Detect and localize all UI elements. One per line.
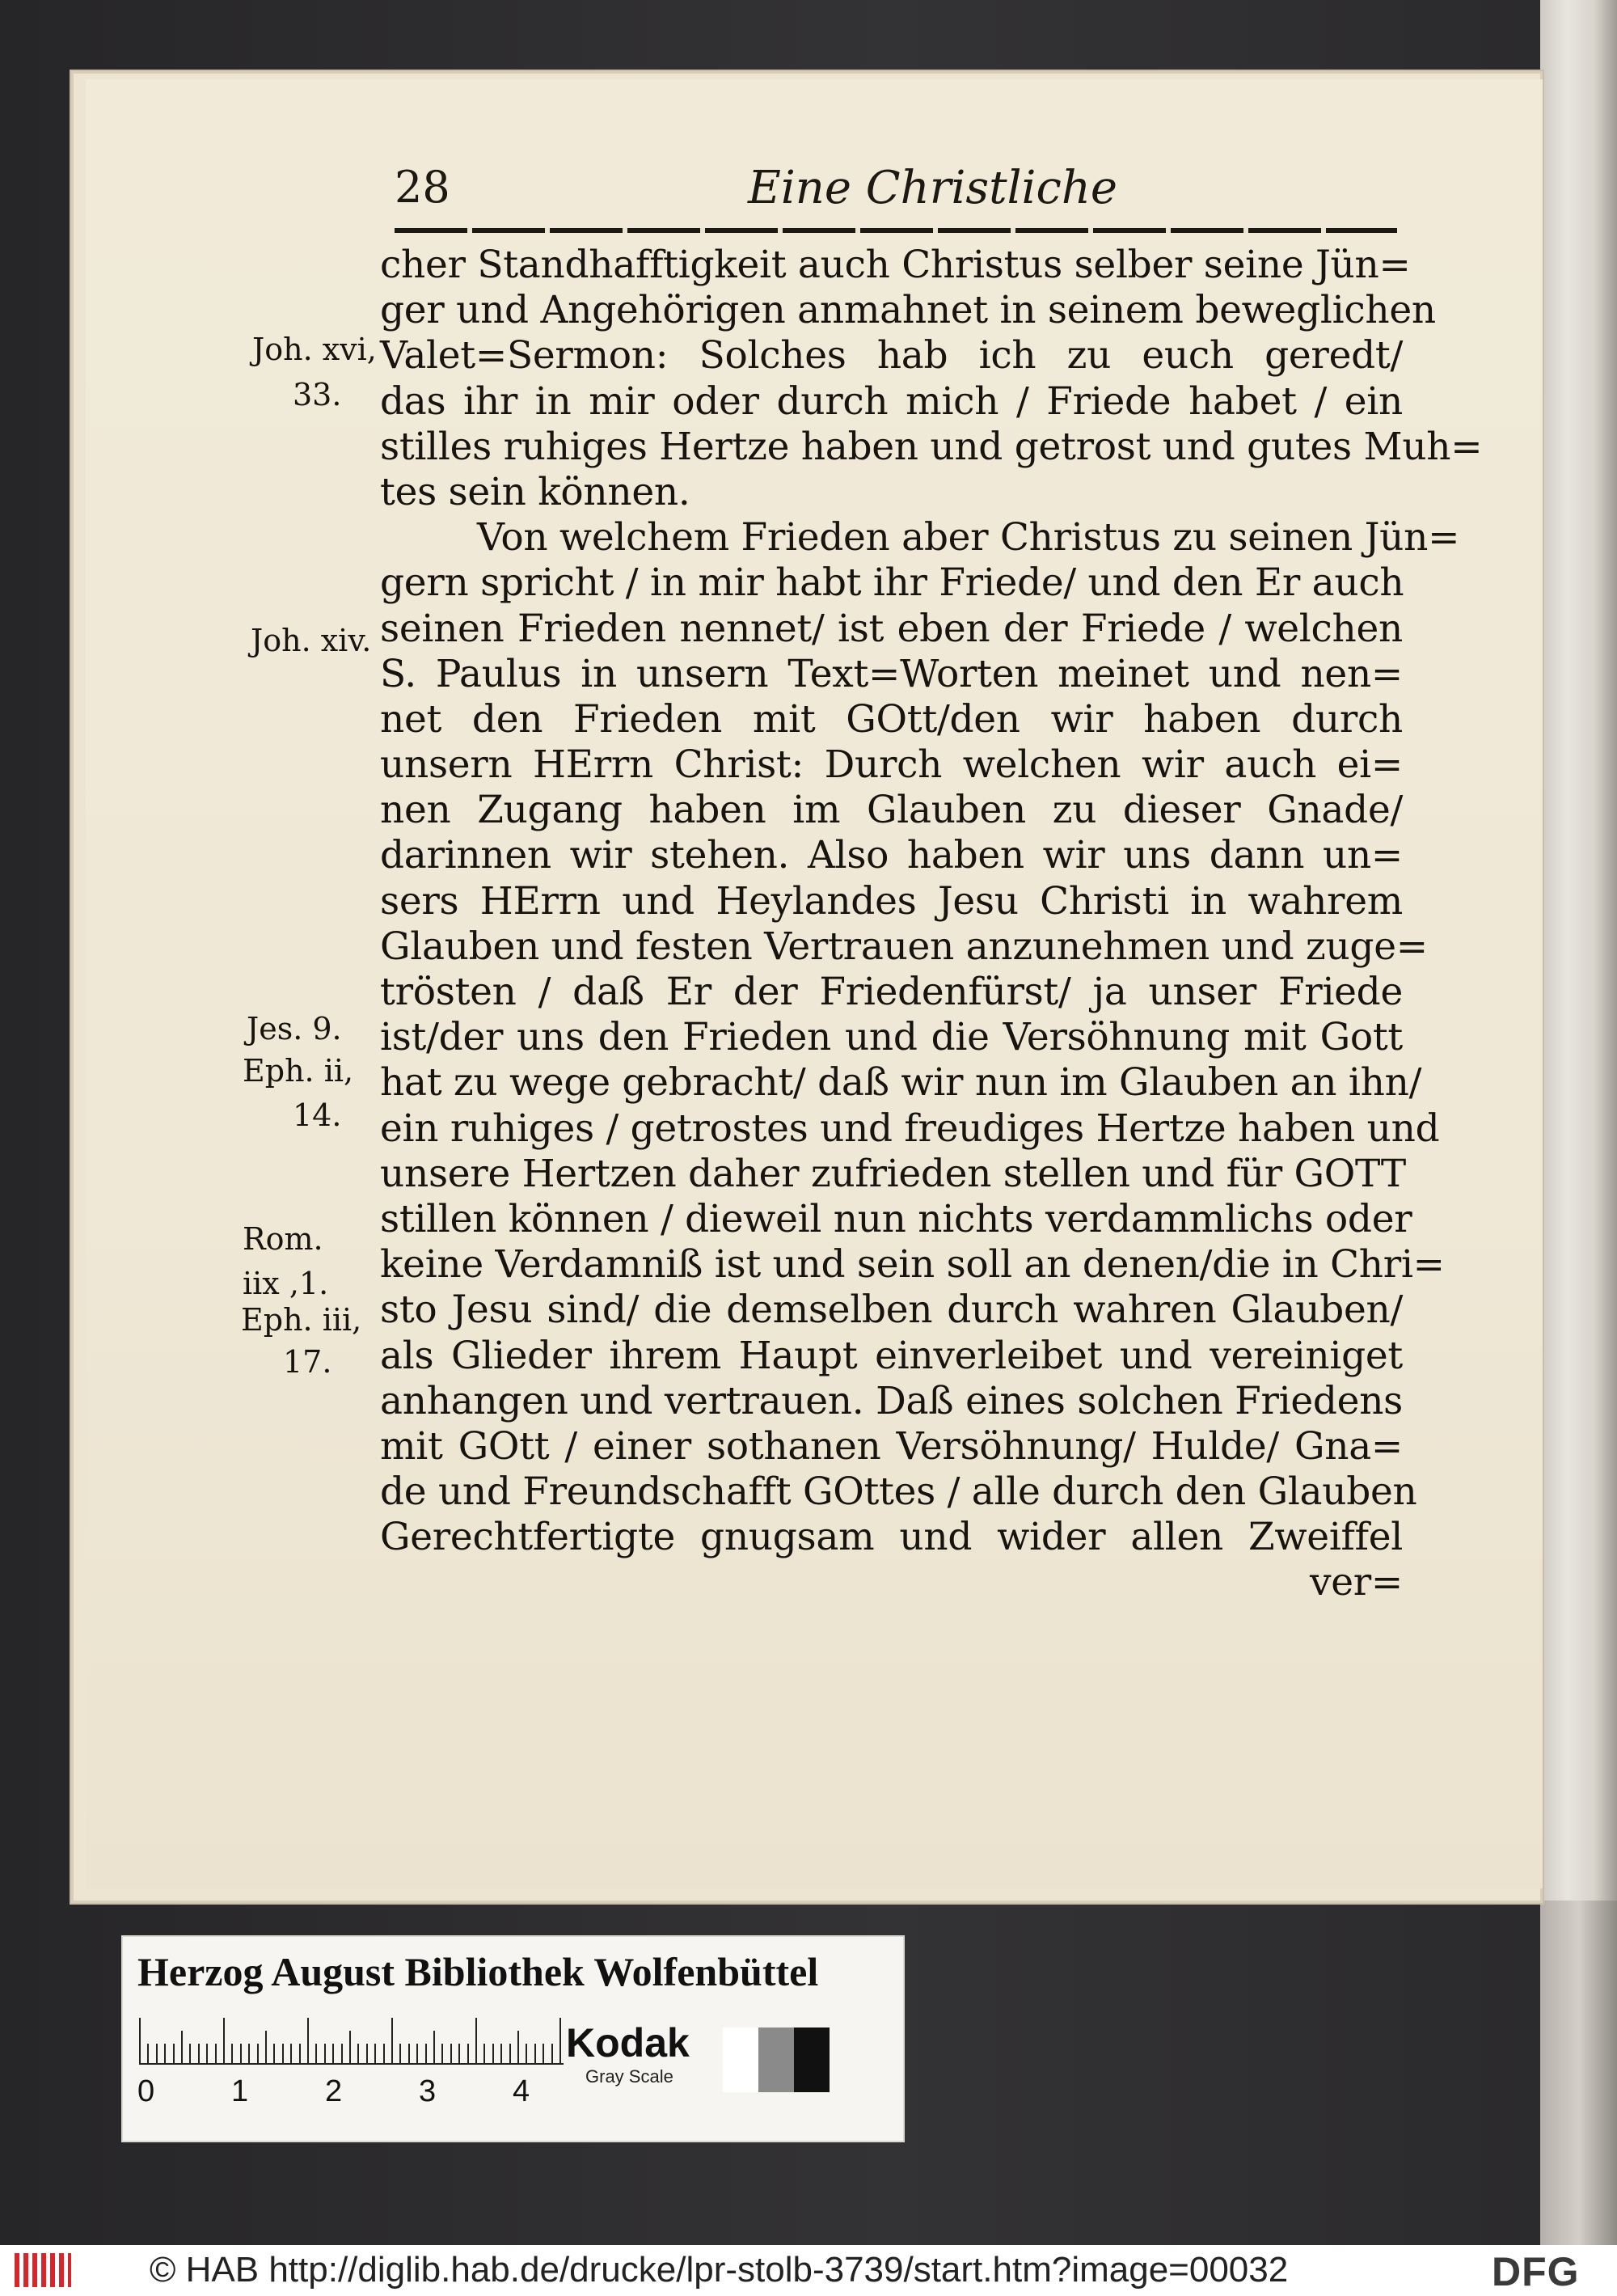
text-line: trösten / daß Er der Friedenfürst/ ja unser Friede: [380, 970, 1403, 1014]
ruler-tick: [433, 2031, 435, 2065]
ruler-tick: [408, 2044, 410, 2065]
ruler-tick: [299, 2044, 301, 2065]
ruler-tick: [559, 2018, 561, 2065]
margin-note: Jes. 9.: [247, 1011, 342, 1047]
ruler-tick: [399, 2044, 401, 2065]
adjacent-page-edge-lower: [1540, 1901, 1617, 2248]
ruler-tick: [534, 2044, 536, 2065]
text-line: seinen Frieden nennet/ ist eben der Friede / welchen: [380, 606, 1403, 651]
running-head-title: Eine Christliche: [748, 162, 1118, 214]
text-line: ein ruhiges / getrostes und freudiges Hertze haben und: [380, 1106, 1440, 1151]
library-name: Herzog August Bibliothek Wolfenbüttel: [137, 1949, 819, 1994]
footer-bar: [0, 2245, 1617, 2296]
ruler-tick: [425, 2044, 427, 2065]
ruler-label: 0: [137, 2074, 155, 2108]
margin-note: Rom.: [243, 1221, 323, 1257]
margin-note: 17.: [283, 1344, 332, 1380]
ruler-tick: [517, 2031, 519, 2065]
text-line: stillen können / dieweil nun nichts verdammlichs oder: [380, 1196, 1412, 1241]
margin-note: iix ,1.: [243, 1266, 329, 1301]
text-line: keine Verdamniß ist und sein soll an denen/die in Chri=: [380, 1242, 1445, 1288]
ruler-tick: [223, 2018, 225, 2065]
ruler-tick: [500, 2044, 502, 2065]
scale-ruler: [139, 2016, 576, 2065]
text-line: Gerechtfertigte gnugsam und wider allen Zweiffel: [380, 1515, 1403, 1560]
ruler-tick: [383, 2044, 385, 2065]
ruler-tick: [282, 2044, 284, 2065]
kodak-logo: Kodak: [566, 2020, 690, 2066]
ruler-label: 4: [513, 2074, 530, 2108]
text-line: cher Standhafftigkeit auch Christus selber seine Jün=: [380, 243, 1411, 287]
ruler-tick: [206, 2044, 208, 2065]
ruler-tick: [139, 2018, 141, 2065]
ruler-tick: [543, 2044, 544, 2065]
body-text: [380, 243, 1483, 1606]
ruler-tick: [526, 2044, 527, 2065]
ruler-tick: [458, 2044, 460, 2065]
ruler-tick: [324, 2044, 326, 2065]
ruler-tick: [181, 2031, 183, 2065]
ruler-tick: [374, 2044, 376, 2065]
text-line: sers HErrn und Heylandes Jesu Christi in wahrem: [380, 878, 1403, 924]
ruler-tick: [391, 2018, 393, 2065]
text-line: Von welchem Frieden aber Christus zu seinen Jün=: [477, 515, 1460, 560]
text-line: net den Frieden mit GOtt/den wir haben durch: [380, 696, 1403, 742]
ruler-tick: [349, 2031, 351, 2065]
ruler-tick: [147, 2044, 149, 2065]
text-line: Valet=Sermon: Solches hab ich zu euch geredt/: [380, 333, 1403, 378]
ruler-tick: [248, 2044, 250, 2065]
ruler-tick: [198, 2044, 200, 2065]
margin-note: Eph. iii,: [241, 1302, 362, 1338]
ruler-tick: [164, 2044, 166, 2065]
ruler-label: 3: [419, 2074, 437, 2108]
ruler-tick: [467, 2044, 469, 2065]
page-number: 28: [395, 162, 450, 213]
text-line: S. Paulus in unsern Text=Worten meinet und nen=: [380, 651, 1403, 696]
ruler-tick: [441, 2044, 443, 2065]
margin-note: Joh. xvi,: [252, 332, 377, 367]
text-line: hat zu wege gebracht/ daß wir nun im Glauben an ihn/: [380, 1060, 1422, 1106]
ruler-tick: [366, 2044, 368, 2065]
gray-scale-label: Gray Scale: [585, 2066, 673, 2087]
ruler-tick: [173, 2044, 175, 2065]
text-line: als Glieder ihrem Haupt einverleibet und vereiniget: [380, 1333, 1403, 1378]
ruler-tick: [156, 2044, 158, 2065]
margin-note: Eph. ii,: [243, 1053, 354, 1089]
gray-swatch-black: [794, 2027, 830, 2092]
color-reference-card: [123, 1937, 903, 2141]
ruler-tick: [483, 2044, 485, 2065]
ruler-tick: [307, 2018, 309, 2065]
ruler-tick: [357, 2044, 359, 2065]
margin-note: Joh. xiv.: [251, 623, 372, 658]
text-line: sto Jesu sind/ die demselben durch wahren Glauben/: [380, 1288, 1403, 1333]
text-line: mit GOtt / einer sothanen Versöhnung/ Hulde/ Gna=: [380, 1423, 1403, 1469]
copyright-link[interactable]: © HAB http://diglib.hab.de/drucke/lpr-stolb-3739/start.htm?image=00032: [150, 2250, 1289, 2290]
text-line: gern spricht / in mir habt ihr Friede/ und den Er auch: [380, 560, 1404, 606]
ruler-tick: [450, 2044, 452, 2065]
dfg-logo: DFG: [1492, 2249, 1580, 2294]
ruler-tick: [290, 2044, 292, 2065]
ruler-tick: [475, 2018, 477, 2065]
ruler-tick: [257, 2044, 259, 2065]
text-line: ist/der uns den Frieden und die Versöhnung mit Gott: [380, 1015, 1403, 1060]
head-rule-divider: [395, 228, 1397, 233]
text-line: unsere Hertzen daher zufrieden stellen und für GOTT: [380, 1151, 1406, 1196]
text-line: stilles ruhiges Hertze haben und getrost und gutes Muh=: [380, 424, 1483, 469]
ruler-tick: [509, 2044, 511, 2065]
catchword: ver=: [1309, 1560, 1403, 1605]
text-line: anhangen und vertrauen. Daß eines solchen Friedens: [380, 1378, 1403, 1423]
text-line: das ihr in mir oder durch mich / Friede habet / ein: [380, 378, 1403, 424]
ruler-tick: [551, 2044, 553, 2065]
gray-swatch-white: [723, 2027, 758, 2092]
ruler-label: 2: [325, 2074, 343, 2108]
ruler-tick: [341, 2044, 343, 2065]
ruler-tick: [265, 2031, 267, 2065]
ruler-tick: [332, 2044, 334, 2065]
text-line: de und Freundschafft GOttes / alle durch den Glauben: [380, 1469, 1417, 1515]
text-line: unsern HErrn Christ: Durch welchen wir auch ei=: [380, 742, 1403, 788]
ruler-tick: [416, 2044, 418, 2065]
ruler-tick: [240, 2044, 242, 2065]
margin-note: 14.: [293, 1097, 342, 1133]
margin-note: 33.: [293, 377, 342, 412]
text-line: darinnen wir stehen. Also haben wir uns dann un=: [380, 833, 1403, 878]
text-line: tes sein können.: [380, 469, 690, 514]
ruler-tick: [315, 2044, 317, 2065]
running-head: [0, 162, 1617, 226]
ruler-tick: [189, 2044, 191, 2065]
gray-swatch-mid: [758, 2027, 794, 2092]
text-line: Glauben und festen Vertrauen anzunehmen und zuge=: [380, 924, 1428, 969]
hab-logo-icon: [15, 2253, 71, 2287]
ruler-tick: [273, 2044, 275, 2065]
ruler-label: 1: [231, 2074, 249, 2108]
ruler-tick: [215, 2044, 217, 2065]
text-line: nen Zugang haben im Glauben zu dieser Gnade/: [380, 788, 1403, 833]
ruler-tick: [231, 2044, 233, 2065]
text-line: ger und Angehörigen anmahnet in seinem beweglichen: [380, 288, 1436, 333]
ruler-tick: [492, 2044, 494, 2065]
